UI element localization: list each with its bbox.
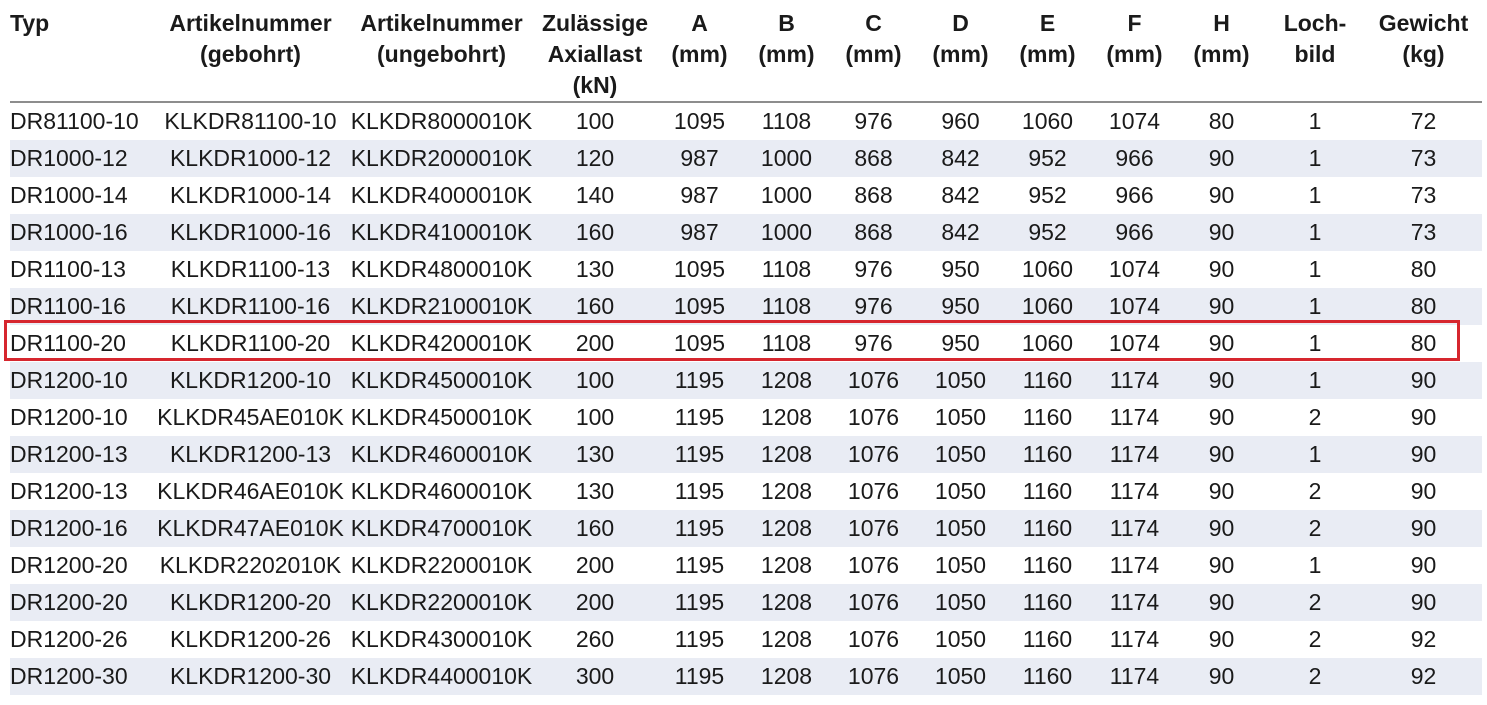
cell-h: 90 [1178, 140, 1265, 177]
table-row [10, 399, 1482, 436]
cell-d: 1050 [917, 584, 1004, 621]
cell-c: 1076 [830, 584, 917, 621]
cell-e: 1160 [1004, 510, 1091, 547]
cell-axiallast: 160 [534, 510, 656, 547]
cell-artikelnummer-ungebohrt: KLKDR4600010K [350, 478, 533, 504]
cell-e: 1060 [1004, 288, 1091, 325]
table-row [10, 436, 1482, 473]
header-b: B (mm) [743, 0, 830, 102]
table-row [10, 584, 1482, 621]
cell-e: 1160 [1004, 436, 1091, 473]
cell-f: 966 [1115, 182, 1154, 208]
cell-c: 1076 [847, 404, 900, 430]
cell-f: 1174 [1091, 658, 1178, 695]
cell-e: 1060 [1021, 108, 1074, 134]
cell-h: 90 [1208, 330, 1235, 356]
cell-artikelnummer-ungebohrt: KLKDR2100010K [349, 288, 534, 325]
cell-artikelnummer-gebohrt: KLKDR1200-20 [152, 584, 349, 621]
cell-h: 80 [1208, 108, 1235, 134]
cell-axiallast: 200 [575, 330, 615, 356]
cell-f: 1174 [1091, 510, 1178, 547]
cell-h: 90 [1208, 626, 1235, 652]
cell-d: 1050 [934, 478, 987, 504]
cell-h: 90 [1208, 478, 1235, 504]
cell-axiallast: 130 [575, 478, 615, 504]
table-row [10, 177, 1482, 214]
cell-gewicht: 73 [1365, 214, 1482, 251]
cell-artikelnummer-gebohrt: KLKDR81100-10 [164, 108, 337, 134]
cell-artikelnummer-ungebohrt: KLKDR4700010K [349, 510, 534, 547]
cell-b: 1208 [760, 552, 813, 578]
cell-c: 1076 [847, 626, 900, 652]
cell-e: 1160 [1022, 404, 1073, 430]
cell-a: 1095 [656, 288, 743, 325]
cell-artikelnummer-ungebohrt: KLKDR2200010K [350, 552, 533, 578]
header-artikelnummer-ungebohrt: Artikelnummer (ungebohrt) [349, 0, 534, 102]
cell-a: 1195 [656, 362, 743, 399]
cell-d: 1050 [917, 362, 1004, 399]
cell-a: 1095 [673, 330, 726, 356]
cell-artikelnummer-gebohrt: KLKDR1200-13 [152, 436, 349, 473]
header-gewicht: Gewicht (kg) [1365, 0, 1482, 102]
table-row [10, 621, 1482, 658]
header-c: C (mm) [830, 0, 917, 102]
cell-f: 966 [1091, 214, 1178, 251]
cell-d: 960 [941, 108, 980, 134]
cell-axiallast: 100 [575, 404, 615, 430]
table-row [10, 102, 1482, 140]
cell-h: 90 [1178, 214, 1265, 251]
cell-f: 1174 [1109, 626, 1160, 652]
cell-gewicht: 90 [1410, 404, 1437, 430]
table-row [10, 288, 1482, 325]
cell-c: 1076 [830, 362, 917, 399]
cell-gewicht: 92 [1410, 626, 1437, 652]
cell-e: 952 [1028, 182, 1067, 208]
cell-d: 842 [917, 214, 1004, 251]
cell-f: 1174 [1109, 404, 1160, 430]
cell-artikelnummer-ungebohrt: KLKDR4600010K [349, 436, 534, 473]
cell-d: 1050 [917, 658, 1004, 695]
cell-b: 1208 [743, 584, 830, 621]
cell-artikelnummer-gebohrt: KLKDR1200-26 [169, 626, 332, 652]
cell-c: 1076 [830, 658, 917, 695]
cell-gewicht: 72 [1410, 108, 1437, 134]
cell-axiallast: 130 [575, 256, 615, 282]
cell-axiallast: 140 [575, 182, 615, 208]
cell-f: 1174 [1091, 436, 1178, 473]
cell-h: 90 [1178, 362, 1265, 399]
cell-axiallast: 200 [575, 552, 615, 578]
table-row [10, 251, 1482, 288]
cell-a: 1195 [656, 584, 743, 621]
cell-d: 842 [917, 140, 1004, 177]
cell-b: 1108 [761, 330, 812, 356]
cell-artikelnummer-gebohrt: KLKDR1000-16 [152, 214, 349, 251]
cell-typ: DR1200-20 [10, 584, 152, 621]
cell-b: 1208 [760, 478, 813, 504]
cell-artikelnummer-ungebohrt: KLKDR4400010K [349, 658, 534, 695]
table-row [10, 214, 1482, 251]
cell-c: 976 [854, 256, 893, 282]
cell-h: 90 [1178, 584, 1265, 621]
cell-artikelnummer-gebohrt: KLKDR1100-16 [152, 288, 349, 325]
cell-lochbild: 1 [1265, 140, 1365, 177]
cell-lochbild: 2 [1308, 404, 1322, 430]
cell-a: 1195 [674, 626, 725, 652]
cell-artikelnummer-ungebohrt: KLKDR4100010K [349, 214, 534, 251]
cell-f: 1074 [1108, 256, 1161, 282]
cell-gewicht: 90 [1365, 436, 1482, 473]
cell-axiallast: 100 [575, 108, 615, 134]
cell-gewicht: 80 [1410, 256, 1437, 282]
cell-lochbild: 2 [1308, 478, 1322, 504]
header-row [10, 0, 1482, 102]
cell-lochbild: 1 [1308, 108, 1322, 134]
cell-h: 90 [1178, 658, 1265, 695]
cell-gewicht: 73 [1410, 182, 1437, 208]
cell-axiallast: 100 [534, 362, 656, 399]
cell-a: 1195 [674, 552, 725, 578]
cell-gewicht: 90 [1365, 584, 1482, 621]
header-f: F (mm) [1091, 0, 1178, 102]
cell-typ: DR1000-14 [10, 182, 128, 208]
cell-artikelnummer-gebohrt: KLKDR1100-20 [170, 330, 331, 356]
cell-lochbild: 2 [1265, 510, 1365, 547]
cell-a: 987 [680, 182, 719, 208]
cell-gewicht: 92 [1365, 658, 1482, 695]
cell-f: 1074 [1108, 330, 1161, 356]
header-h: H (mm) [1178, 0, 1265, 102]
table-row [10, 658, 1482, 695]
cell-artikelnummer-gebohrt: KLKDR1200-30 [152, 658, 349, 695]
cell-gewicht: 80 [1410, 330, 1437, 356]
cell-e: 1160 [1004, 658, 1091, 695]
cell-typ: DR1200-26 [10, 626, 128, 652]
cell-gewicht: 80 [1365, 288, 1482, 325]
cell-lochbild: 1 [1308, 330, 1322, 356]
table-row [10, 473, 1482, 510]
cell-b: 1000 [743, 214, 830, 251]
cell-f: 966 [1091, 140, 1178, 177]
cell-b: 1000 [760, 182, 813, 208]
cell-axiallast: 200 [534, 584, 656, 621]
cell-d: 1050 [934, 552, 987, 578]
cell-artikelnummer-gebohrt: KLKDR46AE010K [157, 478, 344, 504]
cell-e: 952 [1004, 214, 1091, 251]
cell-artikelnummer-gebohrt: KLKDR1000-12 [152, 140, 349, 177]
header-d: D (mm) [917, 0, 1004, 102]
cell-e: 1160 [1004, 584, 1091, 621]
table-row [10, 547, 1482, 584]
cell-lochbild: 2 [1265, 658, 1365, 695]
cell-f: 1174 [1091, 362, 1178, 399]
cell-e: 1160 [1022, 626, 1073, 652]
cell-d: 1050 [934, 404, 987, 430]
table-header [10, 0, 1482, 102]
cell-lochbild: 1 [1265, 288, 1365, 325]
cell-gewicht: 73 [1365, 140, 1482, 177]
cell-b: 1208 [743, 436, 830, 473]
cell-c: 868 [830, 214, 917, 251]
cell-gewicht: 90 [1365, 510, 1482, 547]
cell-axiallast: 260 [575, 626, 615, 652]
cell-c: 976 [854, 330, 893, 356]
cell-b: 1208 [760, 404, 813, 430]
header-e: E (mm) [1004, 0, 1091, 102]
cell-artikelnummer-ungebohrt: KLKDR4200010K [350, 330, 533, 356]
cell-d: 842 [941, 182, 980, 208]
cell-typ: DR81100-10 [10, 108, 139, 134]
cell-typ: DR1200-13 [10, 436, 152, 473]
spec-table [10, 0, 1482, 695]
table-row [10, 140, 1482, 177]
header-typ: Typ [10, 0, 152, 102]
cell-gewicht: 90 [1410, 478, 1437, 504]
cell-artikelnummer-ungebohrt: KLKDR2000010K [349, 140, 534, 177]
cell-typ: DR1200-10 [10, 362, 152, 399]
table-body [10, 102, 1482, 695]
cell-a: 987 [656, 140, 743, 177]
cell-h: 90 [1208, 256, 1235, 282]
table-row [10, 362, 1482, 399]
cell-artikelnummer-ungebohrt: KLKDR4500010K [349, 362, 534, 399]
cell-e: 1160 [1004, 362, 1091, 399]
cell-typ: DR1000-12 [10, 140, 152, 177]
cell-a: 987 [656, 214, 743, 251]
cell-artikelnummer-ungebohrt: KLKDR4300010K [350, 626, 533, 652]
cell-f: 1074 [1108, 108, 1161, 134]
cell-typ: DR1200-20 [10, 552, 128, 578]
cell-axiallast: 160 [534, 214, 656, 251]
cell-gewicht: 90 [1365, 362, 1482, 399]
cell-lochbild: 1 [1308, 552, 1322, 578]
cell-lochbild: 2 [1265, 584, 1365, 621]
cell-d: 1050 [917, 436, 1004, 473]
cell-h: 90 [1208, 404, 1235, 430]
cell-c: 868 [830, 140, 917, 177]
cell-artikelnummer-gebohrt: KLKDR45AE010K [157, 404, 344, 430]
cell-lochbild: 1 [1265, 214, 1365, 251]
cell-lochbild: 1 [1265, 362, 1365, 399]
cell-c: 1076 [847, 552, 900, 578]
cell-d: 1050 [934, 626, 987, 652]
cell-a: 1095 [673, 108, 726, 134]
cell-lochbild: 1 [1308, 182, 1322, 208]
cell-artikelnummer-gebohrt: KLKDR47AE010K [152, 510, 349, 547]
header-a: A (mm) [656, 0, 743, 102]
cell-a: 1195 [656, 436, 743, 473]
cell-a: 1195 [656, 658, 743, 695]
cell-a: 1195 [656, 510, 743, 547]
cell-typ: DR1100-13 [10, 256, 126, 282]
cell-typ: DR1100-20 [10, 330, 126, 356]
cell-gewicht: 90 [1410, 552, 1437, 578]
cell-e: 1160 [1022, 478, 1073, 504]
cell-h: 90 [1208, 552, 1235, 578]
cell-b: 1000 [743, 140, 830, 177]
cell-h: 90 [1208, 182, 1235, 208]
cell-c: 976 [830, 288, 917, 325]
cell-artikelnummer-ungebohrt: KLKDR2200010K [349, 584, 534, 621]
cell-artikelnummer-gebohrt: KLKDR1000-14 [169, 182, 332, 208]
cell-b: 1108 [743, 288, 830, 325]
cell-a: 1195 [674, 404, 725, 430]
cell-axiallast: 160 [534, 288, 656, 325]
cell-typ: DR1200-30 [10, 658, 152, 695]
header-axiallast: Zulässige Axiallast (kN) [534, 0, 656, 102]
cell-lochbild: 1 [1265, 436, 1365, 473]
cell-e: 1060 [1021, 256, 1074, 282]
cell-typ: DR1100-16 [10, 288, 152, 325]
cell-h: 90 [1178, 436, 1265, 473]
cell-typ: DR1200-16 [10, 510, 152, 547]
cell-artikelnummer-ungebohrt: KLKDR4000010K [350, 182, 533, 208]
cell-a: 1095 [673, 256, 726, 282]
cell-artikelnummer-gebohrt: KLKDR1100-13 [170, 256, 331, 282]
cell-h: 90 [1178, 510, 1265, 547]
cell-d: 950 [941, 330, 980, 356]
cell-b: 1208 [760, 626, 813, 652]
cell-artikelnummer-gebohrt: KLKDR2202010K [159, 552, 342, 578]
cell-axiallast: 120 [534, 140, 656, 177]
cell-c: 1076 [847, 478, 900, 504]
cell-f: 1074 [1091, 288, 1178, 325]
cell-c: 1076 [830, 436, 917, 473]
cell-d: 950 [917, 288, 1004, 325]
cell-artikelnummer-ungebohrt: KLKDR8000010K [350, 108, 533, 134]
cell-c: 1076 [830, 510, 917, 547]
cell-typ: DR1200-10 [10, 404, 128, 430]
cell-b: 1208 [743, 658, 830, 695]
cell-f: 1174 [1091, 584, 1178, 621]
cell-artikelnummer-ungebohrt: KLKDR4500010K [350, 404, 533, 430]
cell-d: 950 [941, 256, 980, 282]
cell-d: 1050 [917, 510, 1004, 547]
cell-h: 90 [1178, 288, 1265, 325]
cell-artikelnummer-ungebohrt: KLKDR4800010K [350, 256, 533, 282]
cell-typ: DR1000-16 [10, 214, 152, 251]
cell-typ: DR1200-13 [10, 478, 128, 504]
cell-f: 1174 [1109, 478, 1160, 504]
cell-e: 1060 [1021, 330, 1074, 356]
cell-f: 1174 [1109, 552, 1160, 578]
cell-e: 952 [1004, 140, 1091, 177]
cell-c: 976 [854, 108, 893, 134]
cell-b: 1108 [761, 256, 812, 282]
table-row [10, 325, 1482, 362]
cell-b: 1208 [743, 362, 830, 399]
cell-e: 1160 [1022, 552, 1073, 578]
table-row [10, 510, 1482, 547]
header-artikelnummer-gebohrt: Artikelnummer (gebohrt) [152, 0, 349, 102]
cell-b: 1108 [761, 108, 812, 134]
cell-b: 1208 [743, 510, 830, 547]
cell-c: 868 [854, 182, 893, 208]
cell-artikelnummer-gebohrt: KLKDR1200-10 [152, 362, 349, 399]
cell-lochbild: 2 [1308, 626, 1322, 652]
header-lochbild: Loch- bild [1265, 0, 1365, 102]
cell-axiallast: 300 [534, 658, 656, 695]
cell-lochbild: 1 [1308, 256, 1322, 282]
cell-a: 1195 [674, 478, 725, 504]
cell-axiallast: 130 [534, 436, 656, 473]
